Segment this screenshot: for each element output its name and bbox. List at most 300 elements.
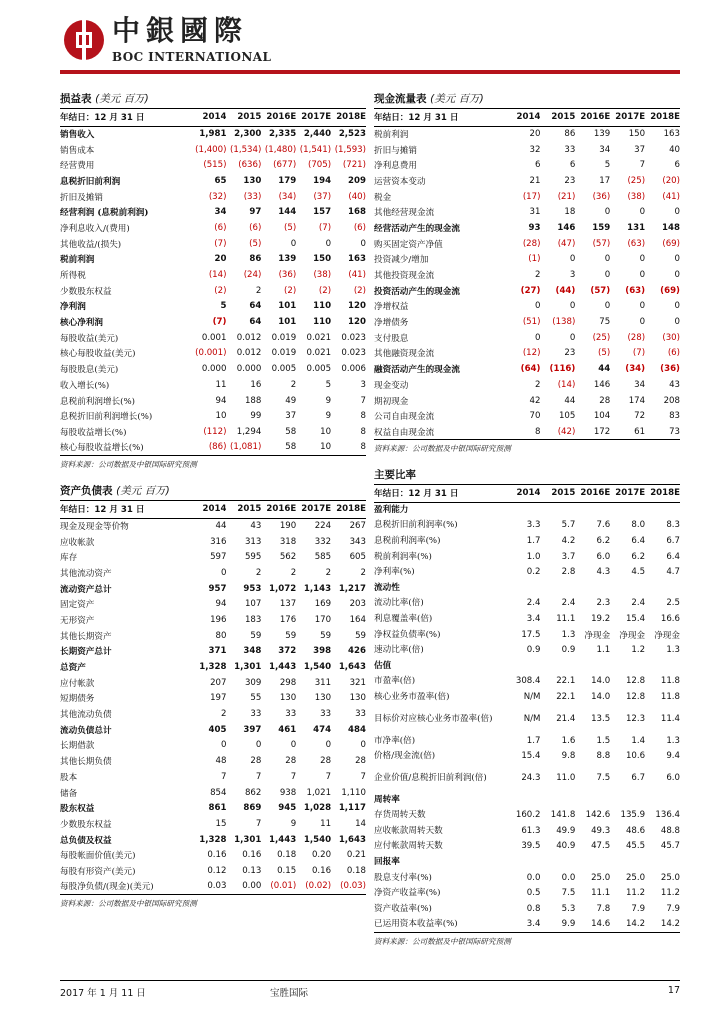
cell-value: 28	[599, 395, 611, 406]
cell-value: (0.03)	[340, 881, 366, 892]
source-note: 资料来源：公司数据及中银国际研究预测	[374, 444, 511, 454]
table-row	[60, 252, 366, 268]
cell-value: 2.5	[666, 598, 680, 609]
cell-value: 179	[278, 175, 297, 186]
cell-value: 1.4	[631, 735, 646, 746]
row-label: 每股收益增长(%)	[60, 427, 127, 438]
cell-value: 0.18	[277, 850, 297, 861]
section-title: 损益表 (美元 百万)	[60, 92, 366, 109]
cell-value: 0	[360, 740, 366, 751]
cell-value: 17	[599, 175, 611, 186]
cell-value: 1,643	[338, 834, 366, 845]
table-row	[60, 393, 366, 409]
cell-value: 1,301	[234, 662, 262, 673]
cell-value: 80	[215, 630, 227, 641]
cell-value: (69)	[662, 238, 680, 249]
cell-value: 2	[290, 379, 297, 390]
cell-value: 1,028	[303, 803, 332, 814]
table-row	[374, 236, 680, 252]
row-label: 其他流动资产	[60, 568, 112, 579]
cell-value: 0	[535, 332, 541, 343]
table-row	[60, 628, 366, 644]
cell-value: 0	[674, 270, 680, 281]
cell-value: 6	[674, 160, 680, 171]
cell-value: 0	[674, 317, 680, 328]
cell-value: (1,593)	[334, 144, 366, 155]
cell-value: 7	[255, 818, 262, 829]
cell-value: 11.2	[660, 888, 680, 899]
cell-value: 0.006	[341, 364, 366, 375]
cell-value: 2,335	[269, 129, 297, 140]
table-row	[374, 748, 680, 764]
table-row	[60, 534, 366, 550]
cell-value: 298	[279, 677, 297, 688]
cell-value: 9	[290, 818, 297, 829]
row-label: 支付股息	[374, 333, 409, 344]
cell-value: 130	[314, 693, 332, 704]
cell-value: (44)	[555, 285, 576, 296]
cell-value: 1,110	[341, 787, 366, 798]
cell-value: 15.4	[521, 751, 541, 762]
cell-value: 136.4	[655, 810, 680, 821]
cell-value: 8.0	[631, 520, 646, 531]
row-label: 税前利润	[60, 255, 95, 266]
cell-value: 131	[627, 222, 646, 233]
cell-value: 7.8	[596, 903, 611, 914]
row-label: 经营活动产生的现金流	[374, 223, 460, 234]
column-header-year: 2018E	[336, 504, 366, 515]
cell-value: 55	[250, 693, 262, 704]
cell-value: 0	[569, 254, 576, 265]
cell-value: 0.005	[306, 364, 332, 375]
table-row	[374, 705, 680, 733]
cell-value: 33	[285, 709, 297, 720]
cell-value	[575, 580, 610, 596]
cell-value: 0.03	[207, 881, 227, 892]
cell-value: 0	[639, 301, 646, 312]
cell-value: 309	[244, 677, 262, 688]
cell-value: 11.2	[625, 888, 646, 899]
cell-value: 0.000	[236, 364, 262, 375]
cell-value: 0	[604, 270, 611, 281]
row-label: 净增权益	[374, 302, 409, 313]
cell-value: (36)	[592, 191, 611, 202]
table-row	[374, 173, 680, 189]
table-header-row	[60, 109, 366, 126]
row-label: 长期资产总计	[60, 647, 112, 658]
table-row	[60, 832, 366, 848]
cell-value: 135.9	[620, 810, 646, 821]
table-row	[374, 564, 680, 580]
cell-value: (63)	[625, 285, 646, 296]
cell-value: (36)	[278, 270, 297, 281]
cell-value: 4.5	[631, 567, 646, 578]
cell-value: 0.0	[526, 872, 541, 883]
cell-value: 14.0	[591, 676, 611, 687]
cell-value: 0.000	[201, 364, 227, 375]
cell-value: 12.8	[625, 676, 646, 687]
balance-sheet-section	[60, 484, 366, 909]
cell-value: 9.8	[561, 751, 576, 762]
cell-value: 93	[528, 222, 541, 233]
cell-value: 562	[279, 552, 297, 563]
table-row	[374, 204, 680, 220]
table-row	[60, 267, 366, 283]
table-row	[374, 361, 680, 377]
cell-value: 0	[325, 238, 332, 249]
row-label: 流动资产总计	[60, 584, 112, 595]
page-footer	[60, 980, 680, 1002]
cell-value: 94	[215, 395, 227, 406]
cell-value: (677)	[273, 160, 297, 171]
cell-value: 6.7	[666, 535, 680, 546]
cell-value: 3.7	[561, 551, 576, 562]
cell-value: 170	[314, 614, 332, 625]
cell-value: 40	[669, 144, 680, 155]
cell-value: 1,117	[338, 803, 366, 814]
row-label: 总资产	[60, 663, 86, 674]
cell-value: 0	[674, 207, 680, 218]
cell-value: 43	[250, 521, 262, 532]
cell-value: 4.7	[666, 567, 680, 578]
cashflow-statement-table	[374, 109, 680, 440]
cell-value: 97	[249, 207, 262, 218]
cell-value: 10	[320, 442, 332, 453]
cell-value: 2.4	[631, 598, 646, 609]
row-label: 储备	[60, 788, 78, 799]
table-row	[60, 408, 366, 424]
cell-value: (5)	[598, 348, 611, 359]
table-row	[374, 885, 680, 901]
cell-value: 938	[279, 787, 297, 798]
cell-value: 0.2	[526, 567, 541, 578]
cell-value: 20	[214, 254, 227, 265]
cell-value: 6.0	[666, 772, 680, 783]
cell-value: 1,981	[199, 129, 227, 140]
cell-value: 120	[348, 301, 366, 312]
cell-value: 48.8	[660, 825, 680, 836]
column-header-year: 2015	[237, 112, 262, 123]
table-row	[60, 800, 366, 816]
cell-value: 3.4	[526, 613, 541, 624]
cell-value: 1.0	[526, 551, 541, 562]
cell-value: 净现金	[654, 630, 680, 641]
cell-value: 25.0	[591, 872, 611, 883]
column-header-year: 2017E	[615, 488, 646, 499]
cell-value: 28	[320, 756, 332, 767]
cell-value: 6.4	[631, 535, 646, 546]
row-label: 其他投资现金流	[374, 271, 435, 282]
cell-value: 7	[639, 160, 646, 171]
cell-value: 11.0	[556, 772, 576, 783]
cell-value: 945	[278, 803, 297, 814]
cell-value: (5)	[284, 222, 297, 233]
cell-value: 398	[313, 646, 332, 657]
company-name: 宝胜国际	[270, 988, 309, 999]
cell-value: 25.0	[660, 872, 680, 883]
cell-value: 0.21	[346, 850, 366, 861]
cell-value: 188	[244, 395, 262, 406]
cell-value: 43	[669, 379, 680, 390]
cell-value: 59	[250, 630, 262, 641]
table-row	[374, 839, 680, 855]
table-row	[60, 236, 366, 252]
cell-value	[506, 658, 541, 674]
row-label: 息税前利润率(%)	[374, 535, 441, 546]
cell-value: 47.5	[591, 841, 611, 852]
cell-value: (25)	[592, 332, 611, 343]
row-label: 税前利润率(%)	[374, 551, 432, 562]
cell-value: 49	[285, 395, 297, 406]
cell-value: 7	[325, 771, 332, 782]
cell-value: 0.5	[526, 888, 541, 899]
table-row	[60, 424, 366, 440]
cell-value: 7.5	[561, 888, 576, 899]
cell-value: (30)	[662, 332, 680, 343]
cell-value: 8	[360, 426, 366, 437]
cell-value: 14.0	[591, 691, 611, 702]
cell-value: 24.3	[521, 772, 541, 783]
cell-value: 1,328	[199, 662, 227, 673]
cell-value: 4.3	[596, 567, 611, 578]
cell-value: (14)	[208, 270, 227, 281]
table-row	[374, 126, 680, 142]
cell-value: 139	[593, 129, 611, 140]
cell-value	[506, 502, 541, 518]
cell-value: 61	[634, 426, 646, 437]
logo-english-name: BOC INTERNATIONAL	[112, 50, 272, 64]
cell-value: 39.5	[521, 841, 541, 852]
cell-value: 11.8	[660, 691, 680, 702]
cell-value: 595	[244, 552, 262, 563]
cell-value: (7)	[212, 317, 227, 328]
cell-value: 25.0	[625, 872, 646, 883]
row-label: 核心净利润	[60, 318, 103, 329]
row-label: 每股收益(美元)	[60, 333, 119, 344]
cell-value: 28	[250, 756, 262, 767]
cell-value: 34	[599, 144, 611, 155]
table-row	[60, 361, 366, 377]
table-row	[374, 808, 680, 824]
cell-value: 605	[349, 552, 366, 563]
cell-value: 0.019	[271, 348, 297, 359]
column-header-year: 2015	[551, 488, 576, 499]
cell-value: 1,443	[269, 834, 297, 845]
table-row	[60, 691, 366, 707]
cell-value: 174	[628, 395, 646, 406]
balance-sheet-table	[60, 501, 366, 895]
cell-value: (2)	[318, 285, 332, 296]
table-row	[60, 157, 366, 173]
cell-value: 0.005	[271, 364, 297, 375]
cell-value: (138)	[552, 317, 576, 328]
cell-value: 9.4	[666, 751, 680, 762]
column-header-label: 年结日：12 月 31 日	[60, 113, 145, 124]
cell-value: (0.02)	[305, 881, 332, 892]
cell-value: 157	[313, 207, 332, 218]
cell-value: 461	[278, 724, 297, 735]
table-row	[60, 440, 366, 456]
cell-value: 0	[569, 332, 576, 343]
row-label: 折旧与摊销	[374, 145, 417, 156]
cell-value: (38)	[313, 270, 332, 281]
column-header-year: 2017E	[301, 504, 332, 515]
column-header-label: 年结日：12 月 31 日	[374, 489, 459, 500]
row-label: 其他长期负债	[60, 757, 112, 768]
cell-value: 58	[285, 442, 297, 453]
table-row	[60, 581, 366, 597]
column-header-label: 年结日：12 月 31 日	[60, 505, 145, 516]
column-header-year: 2016E	[266, 112, 297, 123]
cell-value: 37	[285, 411, 297, 422]
table-row	[60, 706, 366, 722]
row-label: 投资减少/增加	[374, 255, 429, 266]
cell-value: 19.2	[591, 613, 611, 624]
cell-value: 32	[529, 144, 541, 155]
cell-value: 130	[279, 693, 297, 704]
table-row	[60, 204, 366, 220]
cell-value: 0	[290, 740, 297, 751]
cell-value: 405	[208, 724, 227, 735]
cell-value: 15	[215, 818, 227, 829]
boc-logo-icon	[64, 20, 104, 60]
table-row	[60, 220, 366, 236]
cell-value: 101	[278, 301, 297, 312]
cell-value: 0.021	[306, 332, 332, 343]
cell-value: 10.6	[625, 751, 646, 762]
row-label: 净利润	[60, 302, 86, 313]
cell-value: 169	[314, 599, 332, 610]
cell-value: (2)	[284, 285, 297, 296]
cell-value: 61.3	[521, 825, 541, 836]
cell-value: 0.021	[306, 348, 332, 359]
cell-value	[506, 792, 541, 808]
row-label: 企业价值/息税折旧前利润(倍)	[374, 772, 487, 783]
cell-value: 28	[355, 756, 366, 767]
cell-value: 59	[320, 630, 332, 641]
row-label: 盈利能力	[374, 505, 409, 516]
table-row	[374, 627, 680, 643]
cell-value: (51)	[522, 317, 541, 328]
cell-value: (32)	[208, 191, 227, 202]
cell-value: (6)	[667, 348, 680, 359]
cell-value: (2)	[353, 285, 366, 296]
table-row	[374, 917, 680, 933]
row-label: 股东权益	[60, 804, 95, 815]
row-label: 应付帐款周转天数	[374, 841, 443, 852]
cell-value: 104	[593, 411, 611, 422]
table-row	[374, 377, 680, 393]
table-row	[374, 658, 680, 674]
cell-value	[610, 658, 645, 674]
row-label: 应付帐款	[60, 678, 95, 689]
cell-value: 8	[535, 426, 541, 437]
cell-value: (112)	[203, 426, 227, 437]
cell-value: 31	[529, 207, 541, 218]
cell-value: 86	[249, 254, 262, 265]
cell-value: 203	[349, 599, 366, 610]
cell-value: 209	[348, 175, 366, 186]
row-label: 短期债务	[60, 694, 95, 705]
cell-value: (64)	[520, 364, 541, 375]
row-label: 回报率	[374, 857, 400, 868]
cell-value: 0	[604, 301, 611, 312]
cell-value: 150	[313, 254, 332, 265]
table-header-row	[60, 501, 366, 518]
cell-value: 2	[535, 379, 541, 390]
cell-value: (41)	[662, 191, 680, 202]
cell-value	[645, 792, 680, 808]
row-label: 现金变动	[374, 380, 409, 391]
table-row	[60, 612, 366, 628]
row-label: 购买固定资产净值	[374, 239, 443, 250]
row-label: 流动性	[374, 582, 400, 593]
table-row	[374, 733, 680, 749]
cell-value	[645, 580, 680, 596]
row-label: 息税折旧前利润率(%)	[374, 520, 458, 531]
cell-value: (57)	[590, 285, 611, 296]
cell-value: 2.3	[596, 598, 611, 609]
row-label: 每股有形资产(美元)	[60, 866, 136, 877]
cell-value: 7	[290, 771, 297, 782]
cell-value: 1,143	[303, 583, 332, 594]
row-label: 少数股东权益	[60, 286, 112, 297]
cell-value: 313	[244, 536, 262, 547]
cell-value: 3.4	[526, 919, 541, 930]
cell-value: 6.0	[596, 551, 611, 562]
row-label: 销售收入	[60, 130, 95, 141]
table-row	[374, 611, 680, 627]
row-label: 运营资本变动	[374, 176, 426, 187]
row-label: 息税前利润增长(%)	[60, 396, 136, 407]
cell-value: 1,540	[303, 834, 332, 845]
cell-value	[575, 854, 610, 870]
cell-value: 318	[279, 536, 297, 547]
cell-value: 33	[564, 144, 576, 155]
cell-value: 70	[529, 411, 541, 422]
row-label: 价格/现金流(倍)	[374, 751, 436, 762]
cell-value: 0.12	[207, 865, 227, 876]
cell-value: 6.2	[596, 535, 611, 546]
cell-value: 37	[634, 144, 646, 155]
cell-value: 7	[255, 771, 262, 782]
cell-value: 11.1	[591, 888, 611, 899]
cell-value: 1,443	[269, 662, 297, 673]
row-label: 净增债务	[374, 318, 409, 329]
cell-value: (36)	[660, 364, 680, 375]
row-label: 市净率(倍)	[374, 735, 416, 746]
cell-value: (6)	[214, 222, 227, 233]
cell-value: 48.6	[625, 825, 646, 836]
cell-value	[610, 792, 645, 808]
cell-value: (515)	[203, 160, 227, 171]
cell-value: 0	[674, 301, 680, 312]
row-label: 总负债及权益	[60, 835, 112, 846]
cell-value: 45.5	[625, 841, 646, 852]
cell-value: 1,301	[234, 834, 262, 845]
cell-value: 141.8	[550, 810, 576, 821]
cell-value: 1.3	[561, 629, 576, 640]
table-row	[374, 267, 680, 283]
cell-value: 208	[663, 395, 680, 406]
cell-value: 7.5	[596, 772, 611, 783]
cell-value: 42	[529, 395, 541, 406]
cell-value: 308.4	[515, 676, 541, 687]
table-row	[60, 722, 366, 738]
cell-value: 8.8	[596, 751, 611, 762]
cell-value: (28)	[522, 238, 541, 249]
page-header	[60, 16, 680, 74]
